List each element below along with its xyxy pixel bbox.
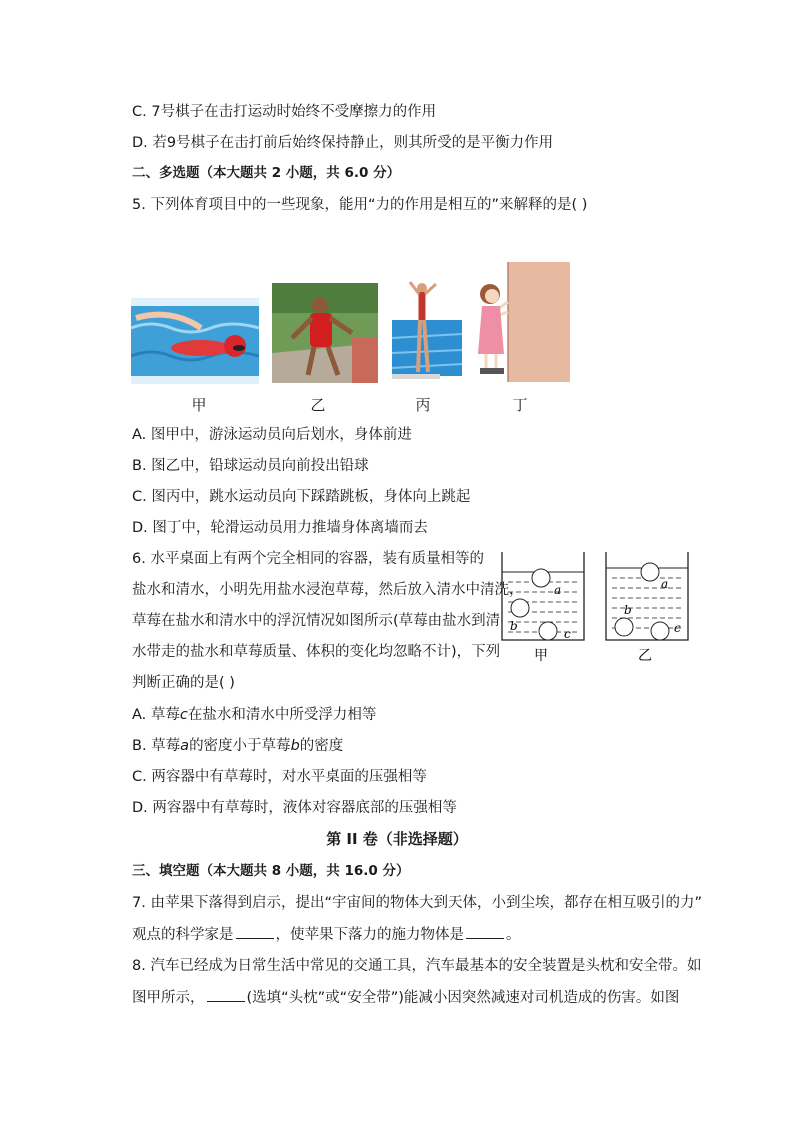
caption-ding-5: 丁 (512, 396, 528, 414)
option-c-q5: C. 图丙中，跳水运动员向下踩踏跳板，身体向上跳起 (132, 489, 471, 505)
caption-jia-6: 甲 (534, 648, 548, 664)
question-7-line-1: 7. 由苹果下落得到启示，提出“宇宙间的物体大到天体，小到尘埃，都存在相互吸引的力” (132, 895, 702, 911)
option-b-q6: B. 草莓a的密度小于草莓b的密度 (132, 738, 344, 754)
shot-put-image (272, 283, 378, 383)
answer-blank[interactable] (466, 924, 504, 939)
part-2-heading: 第 II 卷（非选择题） (326, 830, 468, 848)
section-multiple-choice: 二、多选题（本大题共 2 小题，共 6.0 分） (132, 165, 401, 181)
question-6-line-2: 盐水和清水，小明先用盐水浸泡草莓，然后放入清水中清洗， (132, 582, 524, 598)
diver-image (392, 278, 462, 382)
question-6-line-5: 判断正确的是( ) (132, 675, 235, 691)
label-b-yi: b (624, 603, 632, 617)
caption-bing-5: 丙 (415, 396, 431, 414)
strawberry-containers-figure (498, 548, 694, 666)
label-c-jia: c (564, 627, 571, 641)
question-8-line-2: 图甲所示， (选填“头枕”或“安全带”)能减小因突然减速对司机造成的伤害。如图 (132, 987, 679, 1008)
option-c-q4: C. 7号棋子在击打运动时始终不受摩擦力的作用 (132, 104, 437, 120)
question-5: 5. 下列体育项目中的一些现象，能用“力的作用是相互的”来解释的是( ) (132, 197, 588, 213)
skater-wall-image (478, 262, 570, 382)
question-6-line-4: 水带走的盐水和草莓质量、体积的变化均忽略不计)，下列 (132, 644, 501, 660)
label-a-yi: a (661, 577, 669, 591)
question-7-line-2: 观点的科学家是 ，使苹果下落力的施力物体是 。 (132, 924, 521, 945)
label-b-jia: b (510, 619, 518, 633)
option-d-q5: D. 图丁中，轮滑运动员用力推墙身体离墙而去 (132, 520, 428, 536)
caption-yi-6: 乙 (638, 648, 652, 664)
caption-jia-5: 甲 (191, 396, 207, 414)
caption-yi-5: 乙 (310, 396, 326, 414)
option-b-q5: B. 图乙中，铅球运动员向前投出铅球 (132, 458, 369, 474)
section-fill-in: 三、填空题（本大题共 8 小题，共 16.0 分） (132, 863, 410, 879)
option-a-q6: A. 草莓c在盐水和清水中所受浮力相等 (132, 707, 377, 723)
question-6-line-1: 6. 水平桌面上有两个完全相同的容器，装有质量相等的 (132, 551, 484, 567)
label-a-jia: a (554, 583, 562, 597)
option-c-q6: C. 两容器中有草莓时，对水平桌面的压强相等 (132, 769, 427, 785)
answer-blank[interactable] (236, 924, 274, 939)
option-d-q4: D. 若9号棋子在击打前后始终保持静止，则其所受的是平衡力作用 (132, 135, 554, 151)
label-c-yi: c (674, 621, 681, 635)
option-a-q5: A. 图甲中，游泳运动员向后划水，身体前进 (132, 427, 412, 443)
question-6-line-3: 草莓在盐水和清水中的浮沉情况如图所示(草莓由盐水到清 (132, 613, 501, 629)
question-8-line-1: 8. 汽车已经成为日常生活中常见的交通工具，汽车最基本的安全装置是头枕和安全带。如 (132, 958, 702, 974)
option-d-q6: D. 两容器中有草莓时，液体对容器底部的压强相等 (132, 800, 457, 816)
answer-blank[interactable] (207, 987, 245, 1002)
swimmer-image (131, 298, 259, 384)
